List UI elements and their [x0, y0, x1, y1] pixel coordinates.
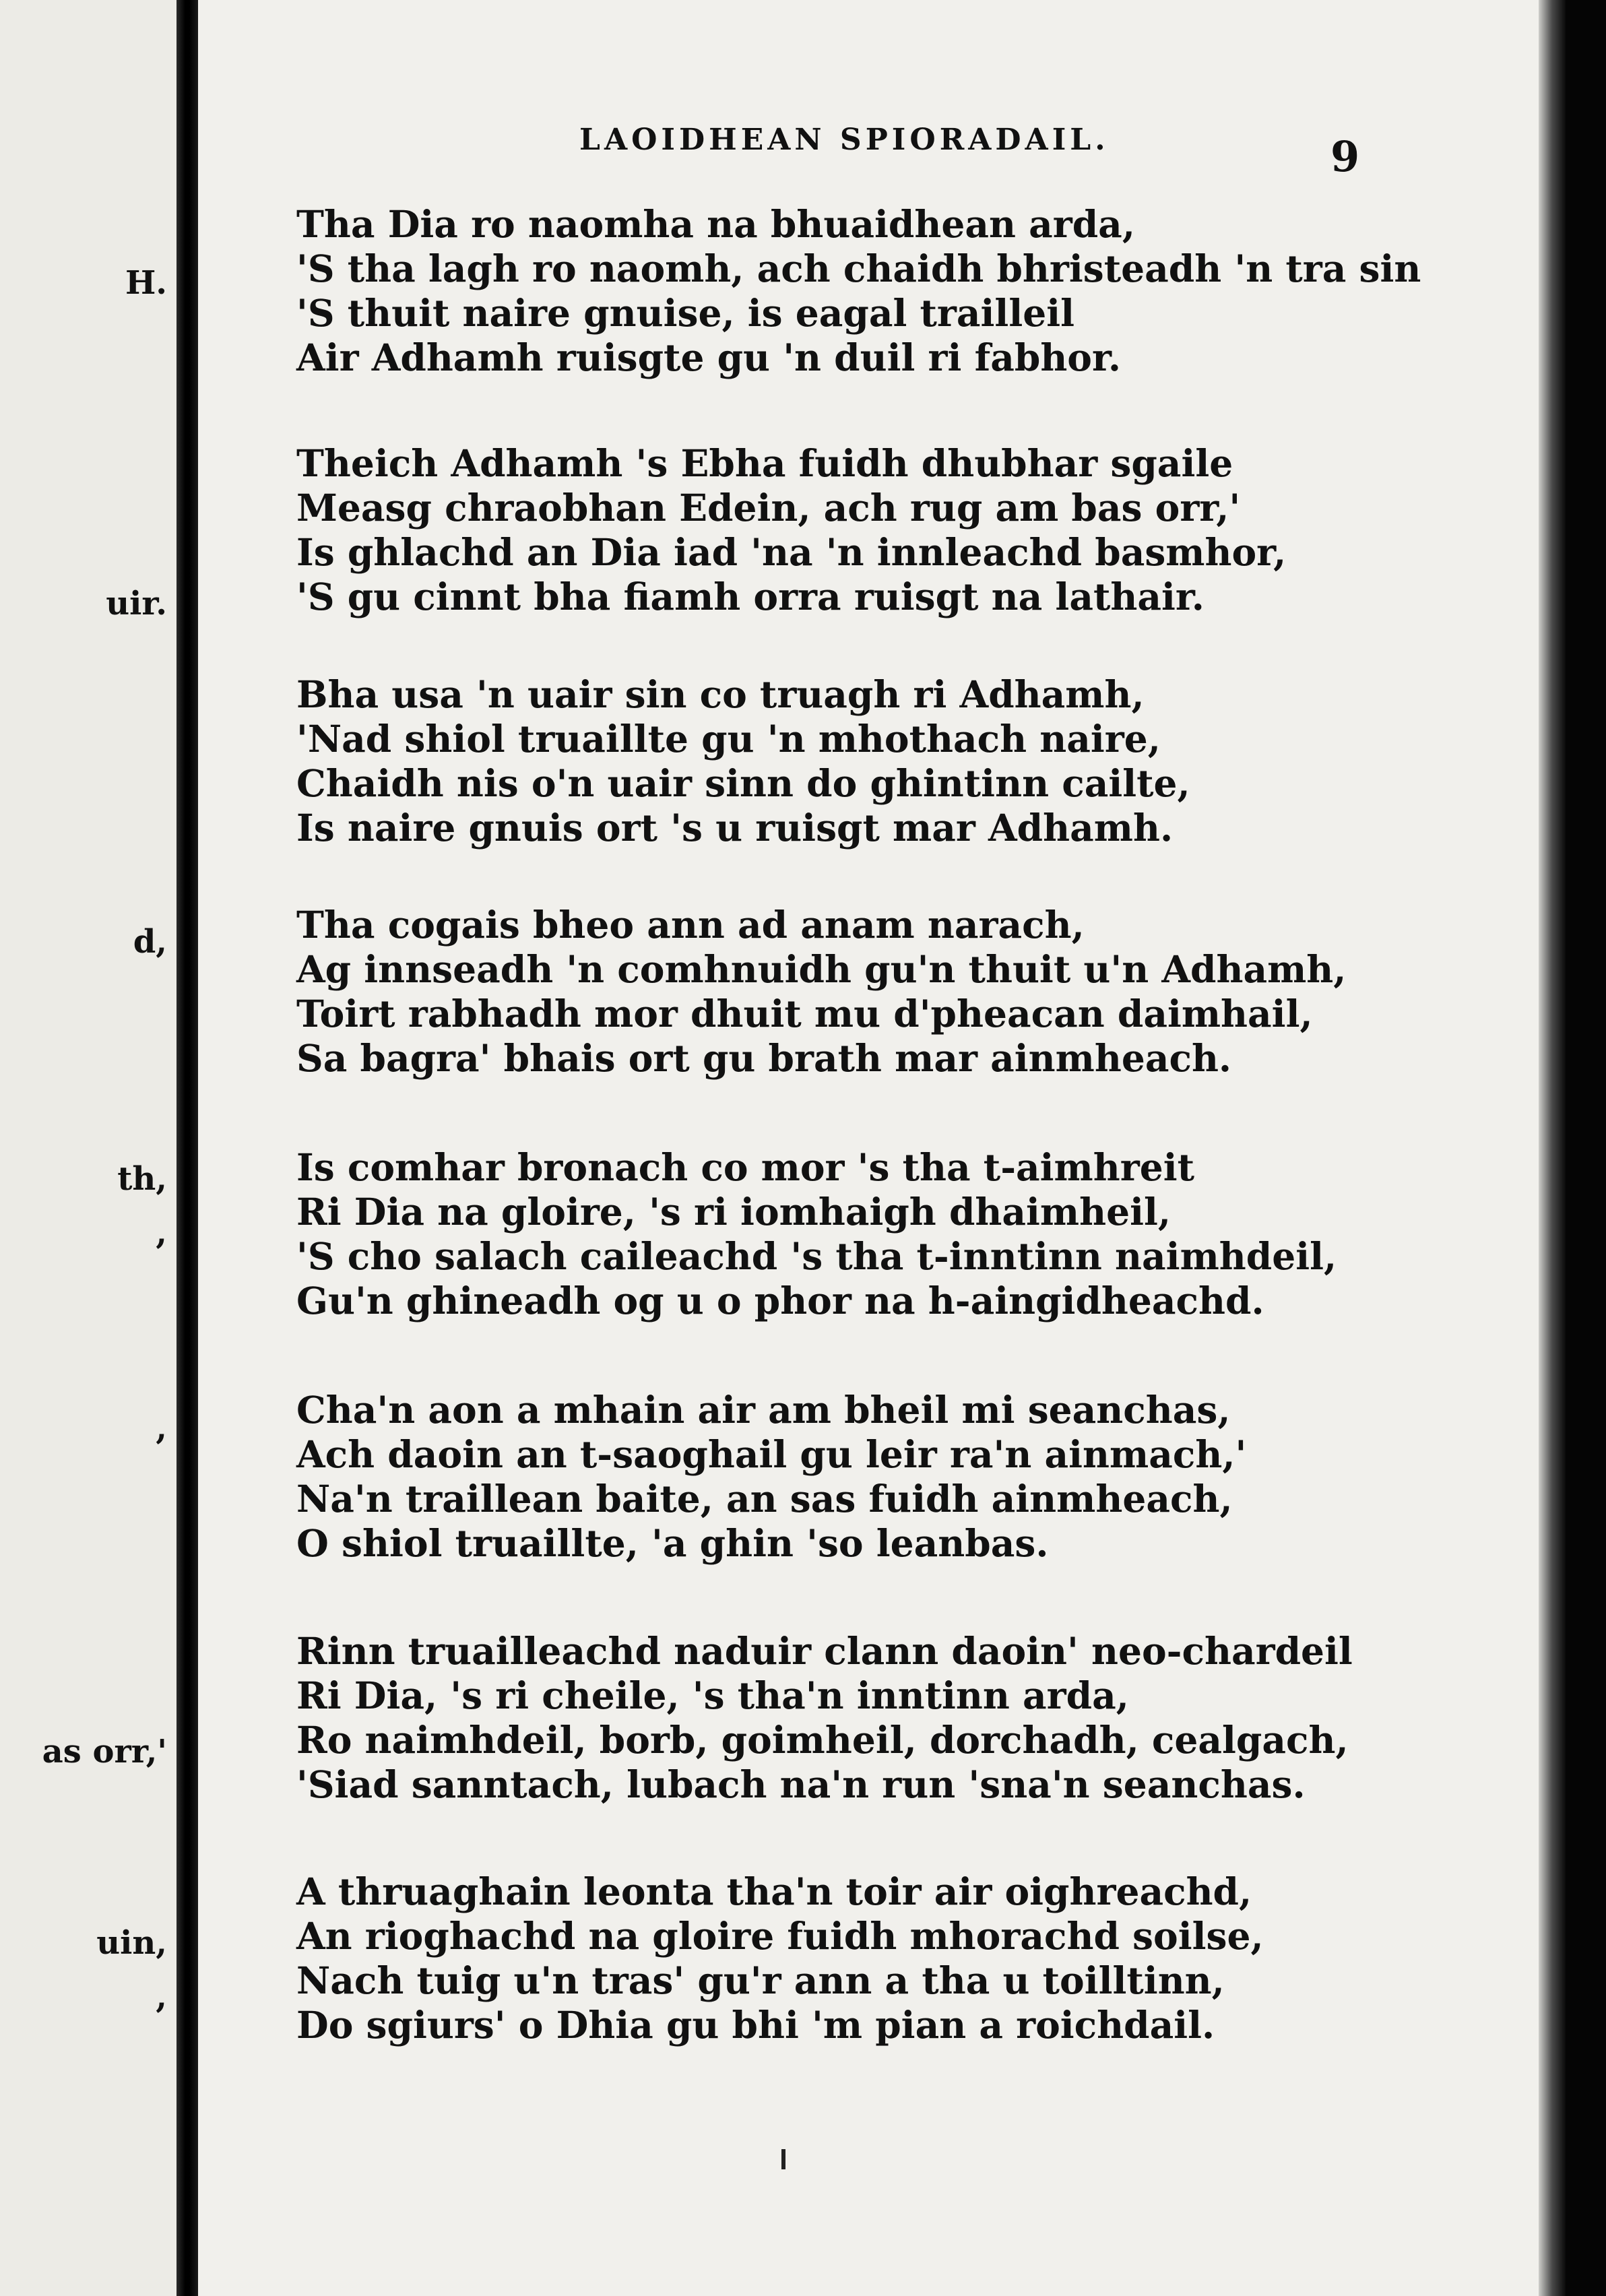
verse-line: Tha cogais bheo ann ad anam narach, [296, 903, 1085, 947]
verse-line: Air Adhamh ruisgte gu 'n duil ri fabhor. [296, 336, 1122, 379]
stanza [296, 1145, 1509, 1323]
left-fragment: as orr,' [42, 1733, 167, 1771]
verse-line: Ri Dia na gloire, 's ri iomhaigh dhaimheil, [296, 1190, 1171, 1234]
stanza [296, 1629, 1509, 1807]
stanza [296, 202, 1509, 380]
facing-page-sliver [0, 0, 176, 2296]
verse-line: Theich Adhamh 's Ebha fuidh dhubhar sgaile [296, 441, 1233, 485]
verse-line: Cha'n aon a mhain air am bheil mi seanchas, [296, 1388, 1231, 1432]
verse-line: Gu'n ghineadh og u o phor na h-aingidheachd. [296, 1279, 1264, 1322]
verse-line: A thruaghain leonta tha'n toir air oighreachd, [296, 1870, 1252, 1913]
page-number: 9 [1330, 132, 1360, 181]
verse-line: Ro naimhdeil, borb, goimheil, dorchadh, cealgach, [296, 1718, 1349, 1762]
left-fragment: uin, [96, 1924, 167, 1962]
stanza [296, 903, 1509, 1081]
left-fragment: uir. [106, 585, 167, 623]
verse-line: Rinn truailleachd naduir clann daoin' neo-chardeil [296, 1629, 1353, 1673]
verse-line: Ach daoin an t-saoghail gu leir ra'n ainmach,' [296, 1432, 1247, 1476]
verse-line: Do sgiurs' o Dhia gu bhi 'm pian a roichdail. [296, 2003, 1215, 2047]
verse-line: O shiol truaillte, 'a ghin 'so leanbas. [296, 1521, 1049, 1565]
stanza [296, 1388, 1509, 1566]
verse-line: 'S gu cinnt bha fiamh orra ruisgt na lathair. [296, 575, 1204, 618]
left-fragment: th, [117, 1160, 167, 1198]
page-edge-shadow [1539, 0, 1566, 2296]
left-fragment: d, [133, 923, 167, 961]
left-fragment: , [156, 1409, 167, 1447]
verse-line: Na'n traillean baite, an sas fuidh ainmheach, [296, 1477, 1233, 1521]
left-fragment: H. [125, 264, 167, 302]
verse-line: Bha usa 'n uair sin co truagh ri Adhamh, [296, 672, 1145, 716]
stanza [296, 672, 1509, 850]
verse-line: Ri Dia, 's ri cheile, 's tha'n inntinn arda, [296, 1673, 1129, 1717]
running-header: LAOIDHEAN SPIORADAIL. [579, 123, 1110, 157]
verse-line: Toirt rabhadh mor dhuit mu d'pheacan daimhail, [296, 992, 1313, 1035]
verse-line: Is ghlachd an Dia iad 'na 'n innleachd basmhor, [296, 530, 1287, 574]
print-mark [781, 2149, 785, 2169]
left-fragment: , [156, 1978, 167, 2016]
book-gutter [176, 0, 198, 2296]
verse-line: Sa bagra' bhais ort gu brath mar ainmheach. [296, 1036, 1232, 1080]
verse-line: Is naire gnuis ort 's u ruisgt mar Adhamh. [296, 806, 1174, 850]
verse-line: 'S tha lagh ro naomh, ach chaidh bhristeadh 'n tra sin [296, 247, 1421, 290]
verse-line: An rioghachd na gloire fuidh mhorachd soilse, [296, 1914, 1264, 1958]
verse-line: 'S cho salach caileachd 's tha t-inntinn naimhdeil, [296, 1234, 1337, 1278]
verse-line: 'Siad sanntach, lubach na'n run 'sna'n seanchas. [296, 1762, 1306, 1806]
verse-line: Nach tuig u'n tras' gu'r ann a tha u toilltinn, [296, 1958, 1225, 2002]
verse-line: Tha Dia ro naomha na bhuaidhean arda, [296, 202, 1135, 246]
verse-line: Chaidh nis o'n uair sinn do ghintinn cailte, [296, 761, 1190, 805]
verse-line: Ag innseadh 'n comhnuidh gu'n thuit u'n Adhamh, [296, 947, 1347, 991]
verse-line: Is comhar bronach co mor 's tha t-aimhreit [296, 1145, 1194, 1189]
verse-line: 'S thuit naire gnuise, is eagal trailleil [296, 291, 1074, 335]
verse-line: Measg chraobhan Edein, ach rug am bas orr,' [296, 486, 1241, 530]
verse-line: 'Nad shiol truaillte gu 'n mhothach naire, [296, 717, 1161, 761]
stanza [296, 1870, 1509, 2047]
stanza [296, 441, 1509, 619]
left-fragment: , [156, 1214, 167, 1252]
